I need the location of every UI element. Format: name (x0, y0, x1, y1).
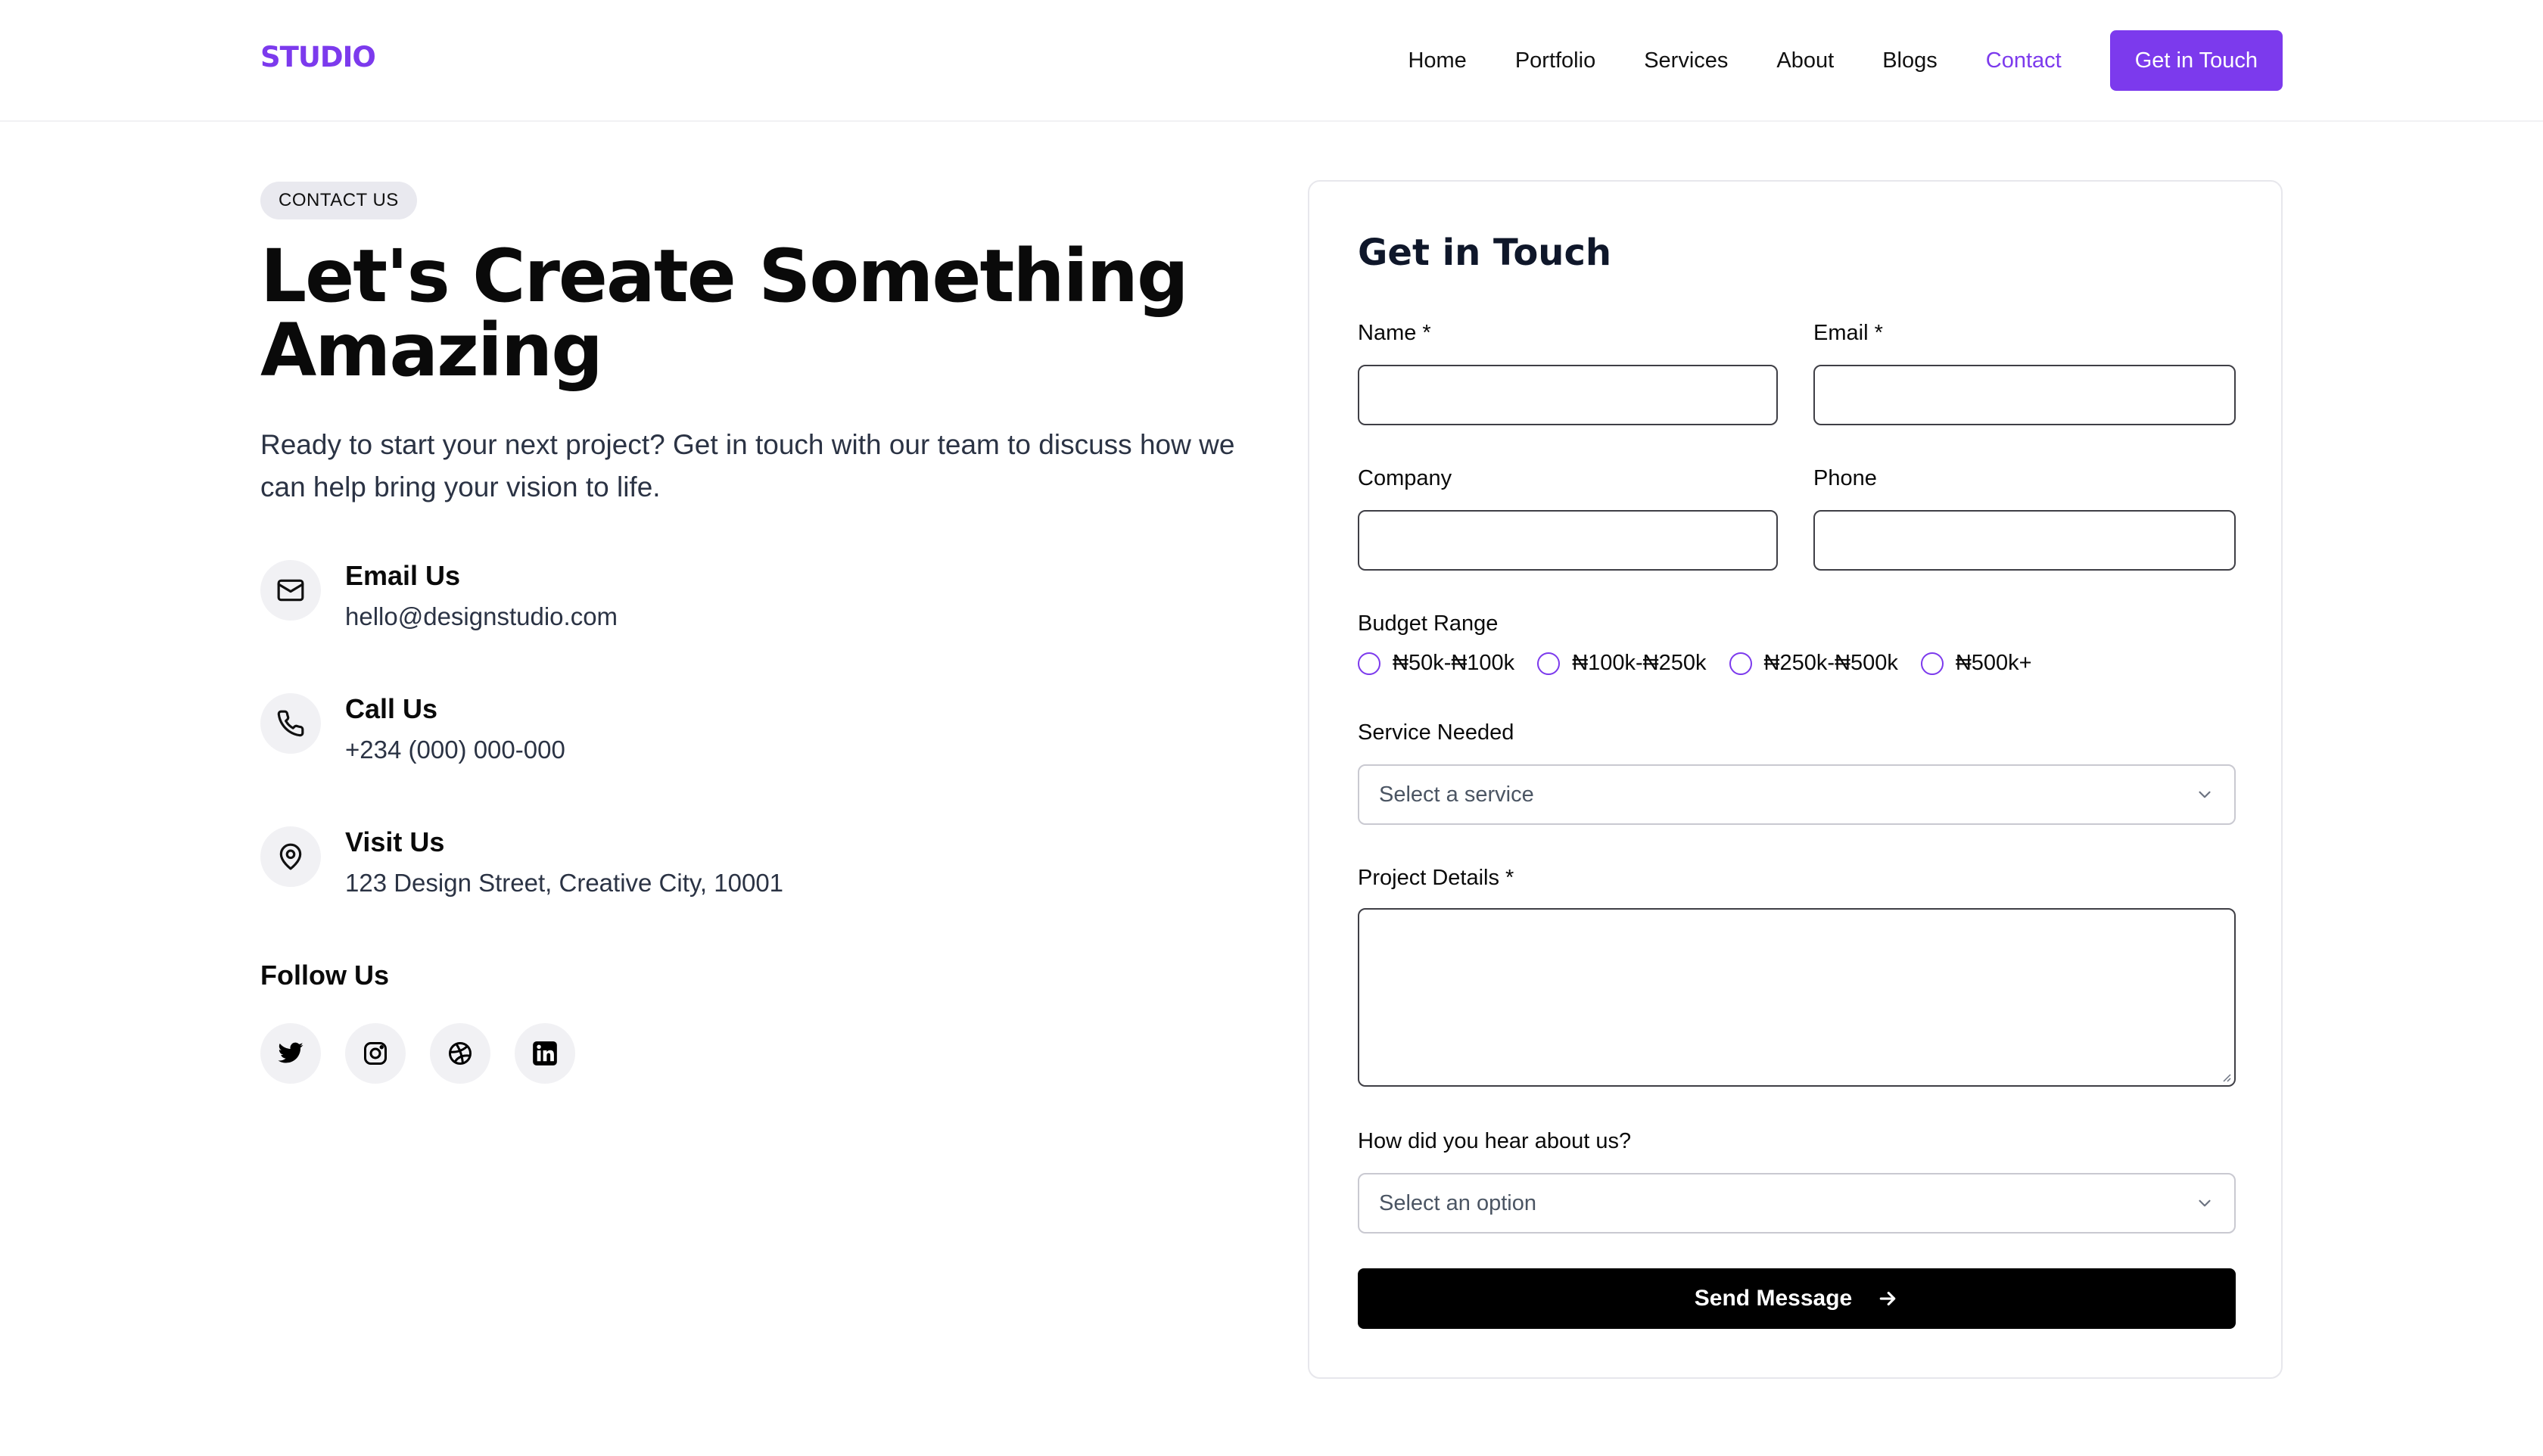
nav-link-about[interactable]: About (1776, 48, 1835, 73)
source-label: How did you hear about us? (1358, 1129, 1632, 1153)
contact-phone-value[interactable]: +234 (000) 000-000 (345, 736, 565, 764)
nav-link-portfolio[interactable]: Portfolio (1514, 48, 1596, 73)
budget-option-1[interactable] (1358, 651, 1514, 676)
radio-button[interactable] (1537, 652, 1560, 675)
radio-button[interactable] (1729, 652, 1752, 675)
social-links (260, 1023, 599, 1084)
contact-email-value[interactable]: hello@designstudio.com (345, 602, 618, 630)
get-in-touch-button[interactable]: Get in Touch (2110, 30, 2283, 91)
budget-option-label: ₦100k-₦250k (1572, 651, 1707, 675)
linkedin-icon[interactable] (515, 1023, 575, 1084)
twitter-icon[interactable] (260, 1023, 321, 1084)
arrow-right-icon (1876, 1287, 1899, 1310)
phone-input[interactable] (1813, 510, 2236, 571)
map-pin-icon (260, 826, 321, 887)
service-select-value: Select a service (1379, 782, 1534, 807)
site-header (0, 0, 2543, 122)
mail-icon (260, 560, 321, 621)
details-label: Project Details * (1358, 866, 1514, 890)
company-label: Company (1358, 466, 1452, 490)
logo[interactable]: STUDIO (260, 41, 375, 73)
follow-title: Follow Us (260, 960, 389, 991)
service-label: Service Needed (1358, 720, 1514, 745)
service-select[interactable] (1358, 764, 2236, 825)
budget-option-4[interactable] (1921, 651, 2032, 676)
contact-email-item (260, 560, 1244, 651)
nav-link-blogs[interactable]: Blogs (1882, 48, 1938, 73)
project-details-textarea[interactable] (1358, 908, 2236, 1087)
budget-option-3[interactable] (1729, 651, 1898, 676)
contact-phone-item (260, 693, 1244, 784)
instagram-icon[interactable] (345, 1023, 406, 1084)
contact-form-card (1308, 180, 2283, 1379)
budget-option-label: ₦250k-₦500k (1763, 651, 1898, 675)
radio-button[interactable] (1358, 652, 1380, 675)
send-message-button[interactable] (1358, 1268, 2236, 1329)
name-label: Name * (1358, 321, 1431, 345)
chevron-down-icon (2195, 785, 2215, 804)
resize-handle-icon[interactable] (2219, 1070, 2231, 1082)
budget-option-label: ₦50k-₦100k (1393, 651, 1515, 675)
send-message-label: Send Message (1694, 1286, 1853, 1311)
form-title: Get in Touch (1358, 232, 1612, 274)
contact-address-item (260, 826, 1244, 917)
budget-radio-group (1358, 651, 2055, 676)
nav-link-services[interactable]: Services (1644, 48, 1729, 73)
nav-link-home[interactable]: Home (1408, 48, 1467, 73)
page-title: Let's Create Something Amazing (260, 234, 1187, 393)
source-select-value: Select an option (1379, 1190, 1536, 1215)
nav-link-contact[interactable]: Contact (1985, 48, 2062, 73)
contact-email-title: Email Us (345, 560, 461, 591)
email-input[interactable] (1813, 365, 2236, 425)
phone-label: Phone (1813, 466, 1877, 490)
chevron-down-icon (2195, 1193, 2215, 1213)
email-label: Email * (1813, 321, 1883, 345)
budget-option-label: ₦500k+ (1955, 651, 2032, 675)
contact-phone-title: Call Us (345, 693, 438, 724)
phone-icon (260, 693, 321, 754)
name-input[interactable] (1358, 365, 1778, 425)
contact-address-title: Visit Us (345, 826, 445, 857)
page-subtitle: Ready to start your next project? Get in touch with our team to discuss how we can help bring your vision to life. (260, 429, 1235, 502)
contact-address-value: 123 Design Street, Creative City, 10001 (345, 869, 784, 897)
main-nav (1408, 30, 2283, 91)
source-select[interactable] (1358, 1173, 2236, 1234)
budget-option-2[interactable] (1537, 651, 1706, 676)
company-input[interactable] (1358, 510, 1778, 571)
contact-badge: CONTACT US (260, 182, 417, 219)
dribbble-icon[interactable] (430, 1023, 490, 1084)
budget-label: Budget Range (1358, 611, 1499, 636)
radio-button[interactable] (1921, 652, 1944, 675)
